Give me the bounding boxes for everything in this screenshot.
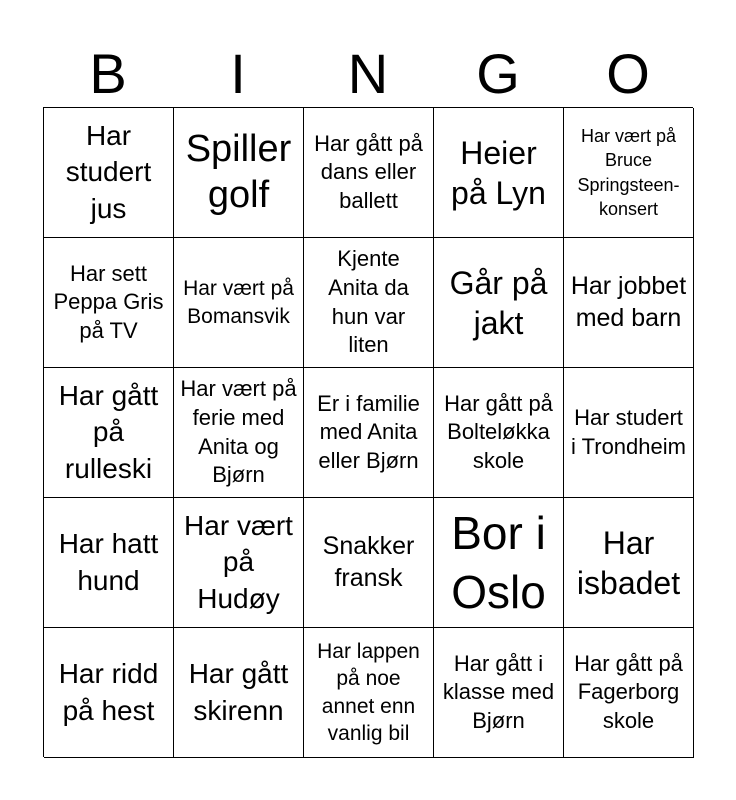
bingo-cell[interactable] — [174, 498, 304, 628]
bingo-cell[interactable] — [174, 108, 304, 238]
cell-text: Bor i Oslo — [451, 506, 546, 618]
cell-text: Har jobbet med barn — [570, 272, 687, 332]
bingo-cell[interactable] — [44, 238, 174, 368]
bingo-cell[interactable] — [44, 368, 174, 498]
bingo-cell[interactable] — [434, 238, 564, 368]
cell-text: Har isbadet — [576, 524, 681, 601]
cell-text: Har gått i klasse med Bjørn — [442, 650, 555, 733]
cell-text: Har vært på ferie med Anita og Bjørn — [180, 376, 297, 488]
cell-text: Har hatt hund — [58, 528, 159, 596]
bingo-cell[interactable] — [434, 108, 564, 238]
cell-text: Har gått på rulleski — [58, 379, 159, 484]
cell-text: Snakker fransk — [322, 532, 415, 592]
cell-text: Har gått skirenn — [188, 658, 289, 726]
bingo-cell[interactable] — [434, 628, 564, 758]
cell-text: Har gått på dans eller ballett — [314, 130, 423, 213]
bingo-cell[interactable] — [44, 498, 174, 628]
header-letter-o: O — [606, 42, 650, 105]
bingo-cell[interactable] — [304, 498, 434, 628]
cell-text: Heier på Lyn — [451, 134, 546, 211]
bingo-cell[interactable] — [174, 628, 304, 758]
cell-text: Er i familie med Anita eller Bjørn — [317, 390, 420, 473]
cell-text: Har studert i Trondheim — [571, 404, 686, 459]
cell-text: Har vært på Hudøy — [184, 509, 293, 614]
bingo-cell[interactable] — [44, 108, 174, 238]
cell-text: Har gått på Fagerborg skole — [574, 650, 683, 733]
bingo-cell[interactable] — [304, 108, 434, 238]
bingo-cell[interactable] — [174, 368, 304, 498]
cell-text: Har sett Peppa Gris på TV — [53, 260, 164, 343]
header-letter-g: G — [476, 42, 520, 105]
bingo-cell[interactable] — [564, 368, 694, 498]
bingo-cell[interactable] — [174, 238, 304, 368]
cell-text: Spiller golf — [185, 127, 292, 216]
bingo-cell[interactable] — [564, 238, 694, 368]
cell-text: Har ridd på hest — [58, 658, 159, 726]
bingo-cell[interactable] — [44, 628, 174, 758]
cell-text: Har gått på Bolteløkka skole — [444, 390, 553, 473]
bingo-cell[interactable] — [564, 628, 694, 758]
bingo-cell[interactable] — [304, 628, 434, 758]
header-letter-i: I — [230, 42, 246, 105]
cell-text: Har vært på Bomansvik — [183, 277, 294, 328]
bingo-cell[interactable] — [564, 108, 694, 238]
cell-text: Kjente Anita da hun var liten — [328, 246, 409, 358]
bingo-header — [43, 40, 693, 108]
cell-text: Har lappen på noe annet enn vanlig bil — [317, 639, 420, 745]
bingo-cell[interactable] — [434, 368, 564, 498]
cell-text: Har vært på Bruce Springsteen-konsert — [577, 125, 680, 219]
bingo-cell[interactable] — [434, 498, 564, 628]
header-letter-n: N — [347, 42, 389, 105]
bingo-cell[interactable] — [564, 498, 694, 628]
bingo-cell[interactable] — [304, 238, 434, 368]
cell-text: Går på jakt — [449, 264, 548, 341]
header-letter-b: B — [89, 42, 127, 105]
bingo-cell[interactable] — [304, 368, 434, 498]
bingo-board — [43, 107, 693, 757]
cell-text: Har studert jus — [65, 119, 152, 224]
